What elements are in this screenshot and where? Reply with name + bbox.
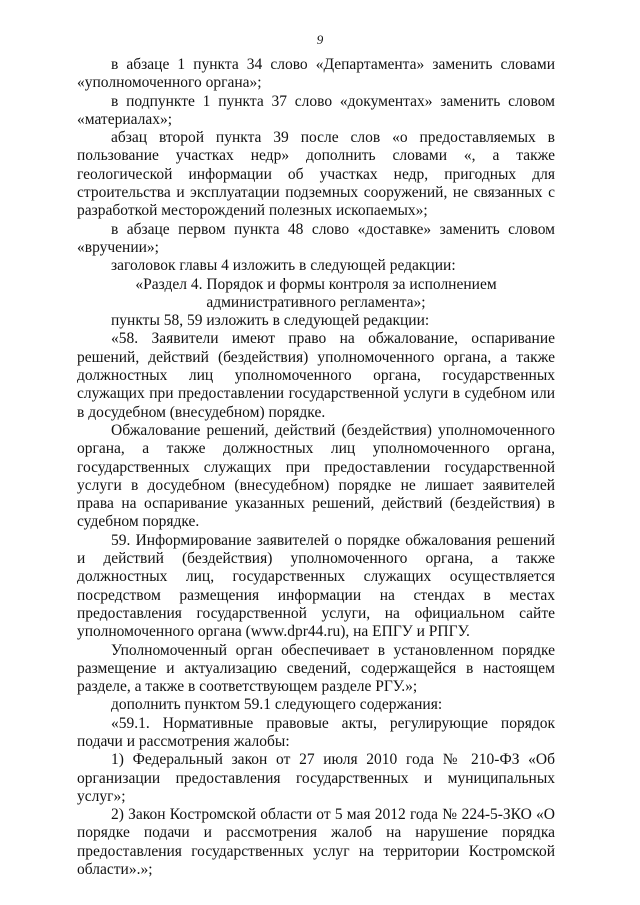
paragraph: в абзаце первом пункта 48 слово «доставке» заменить словом «вручении»; — [77, 220, 555, 256]
paragraph: Уполномоченный орган обеспечивает в установленном порядке размещение и актуализацию сведений, содержащейся в настоящем разделе, а также в соответствующем разделе РГУ.»; — [77, 641, 555, 696]
paragraph: 59. Информирование заявителей о порядке обжалования решений и действий (бездействия) уполномоченного органа, а также должностных лиц, государственных служащих осуществляется посредством размещения информации на стендах в местах предоставления государственной услуги, на официальном сайте уполномоченного органа (www.dpr44.ru), на ЕПГУ и РПГУ. — [77, 531, 555, 641]
page-number: 9 — [316, 32, 324, 47]
paragraph: заголовок главы 4 изложить в следующей редакции: — [111, 257, 456, 275]
paragraph: 2) Закон Костромской области от 5 мая 2012 года № 224-5-ЗКО «О порядке подачи и рассмотрения жалоб на нарушение порядка предоставления государственных услуг на территории Костромской области».»; — [77, 806, 555, 879]
paragraph: «59.1. Нормативные правовые акты, регулирующие порядок подачи и рассмотрения жалобы: — [77, 714, 555, 750]
paragraph: «58. Заявители имеют право на обжалование, оспаривание решений, действий (бездействия) уполномоченного органа, а также должностных лиц уполномоченного органа, государственных служащих при предоставлении государственной услуги в судебном или в досудебном (внесудебном) порядке. — [77, 330, 555, 421]
paragraph: в подпункте 1 пункта 37 слово «документах» заменить словом «материалах»; — [77, 92, 555, 128]
paragraph: 1) Федеральный закон от 27 июля 2010 года № 210-ФЗ «Об организации предоставления государственных и муниципальных услуг»; — [77, 751, 555, 805]
paragraph: в абзаце 1 пункта 34 слово «Департамента» заменить словами «уполномоченного органа»; — [77, 56, 555, 92]
document-body — [77, 56, 555, 879]
paragraph: дополнить пунктом 59.1 следующего содержания: — [111, 696, 443, 714]
paragraph: пункты 58, 59 изложить в следующей редакции: — [111, 312, 430, 330]
paragraph: абзац второй пункта 39 после слов «о предоставляемых в пользование участках недр» дополнить словами «, а также геологической информации об участках недр, пригодных для строительства и эксплуатации подземных сооружений, не связанных с разработкой месторождений полезных ископаемых»; — [77, 129, 555, 220]
paragraph: Обжалование решений, действий (бездействия) уполномоченного органа, а также должностных лиц уполномоченного органа, государственных служащих при предоставлении государственной услуги в досудебном (внесудебном) порядке не лишает заявителей права на оспаривание указанных решений, действий (бездействия) в судебном порядке. — [77, 421, 555, 531]
paragraph: «Раздел 4. Порядок и формы контроля за исполнением административного регламента»; — [135, 275, 497, 311]
